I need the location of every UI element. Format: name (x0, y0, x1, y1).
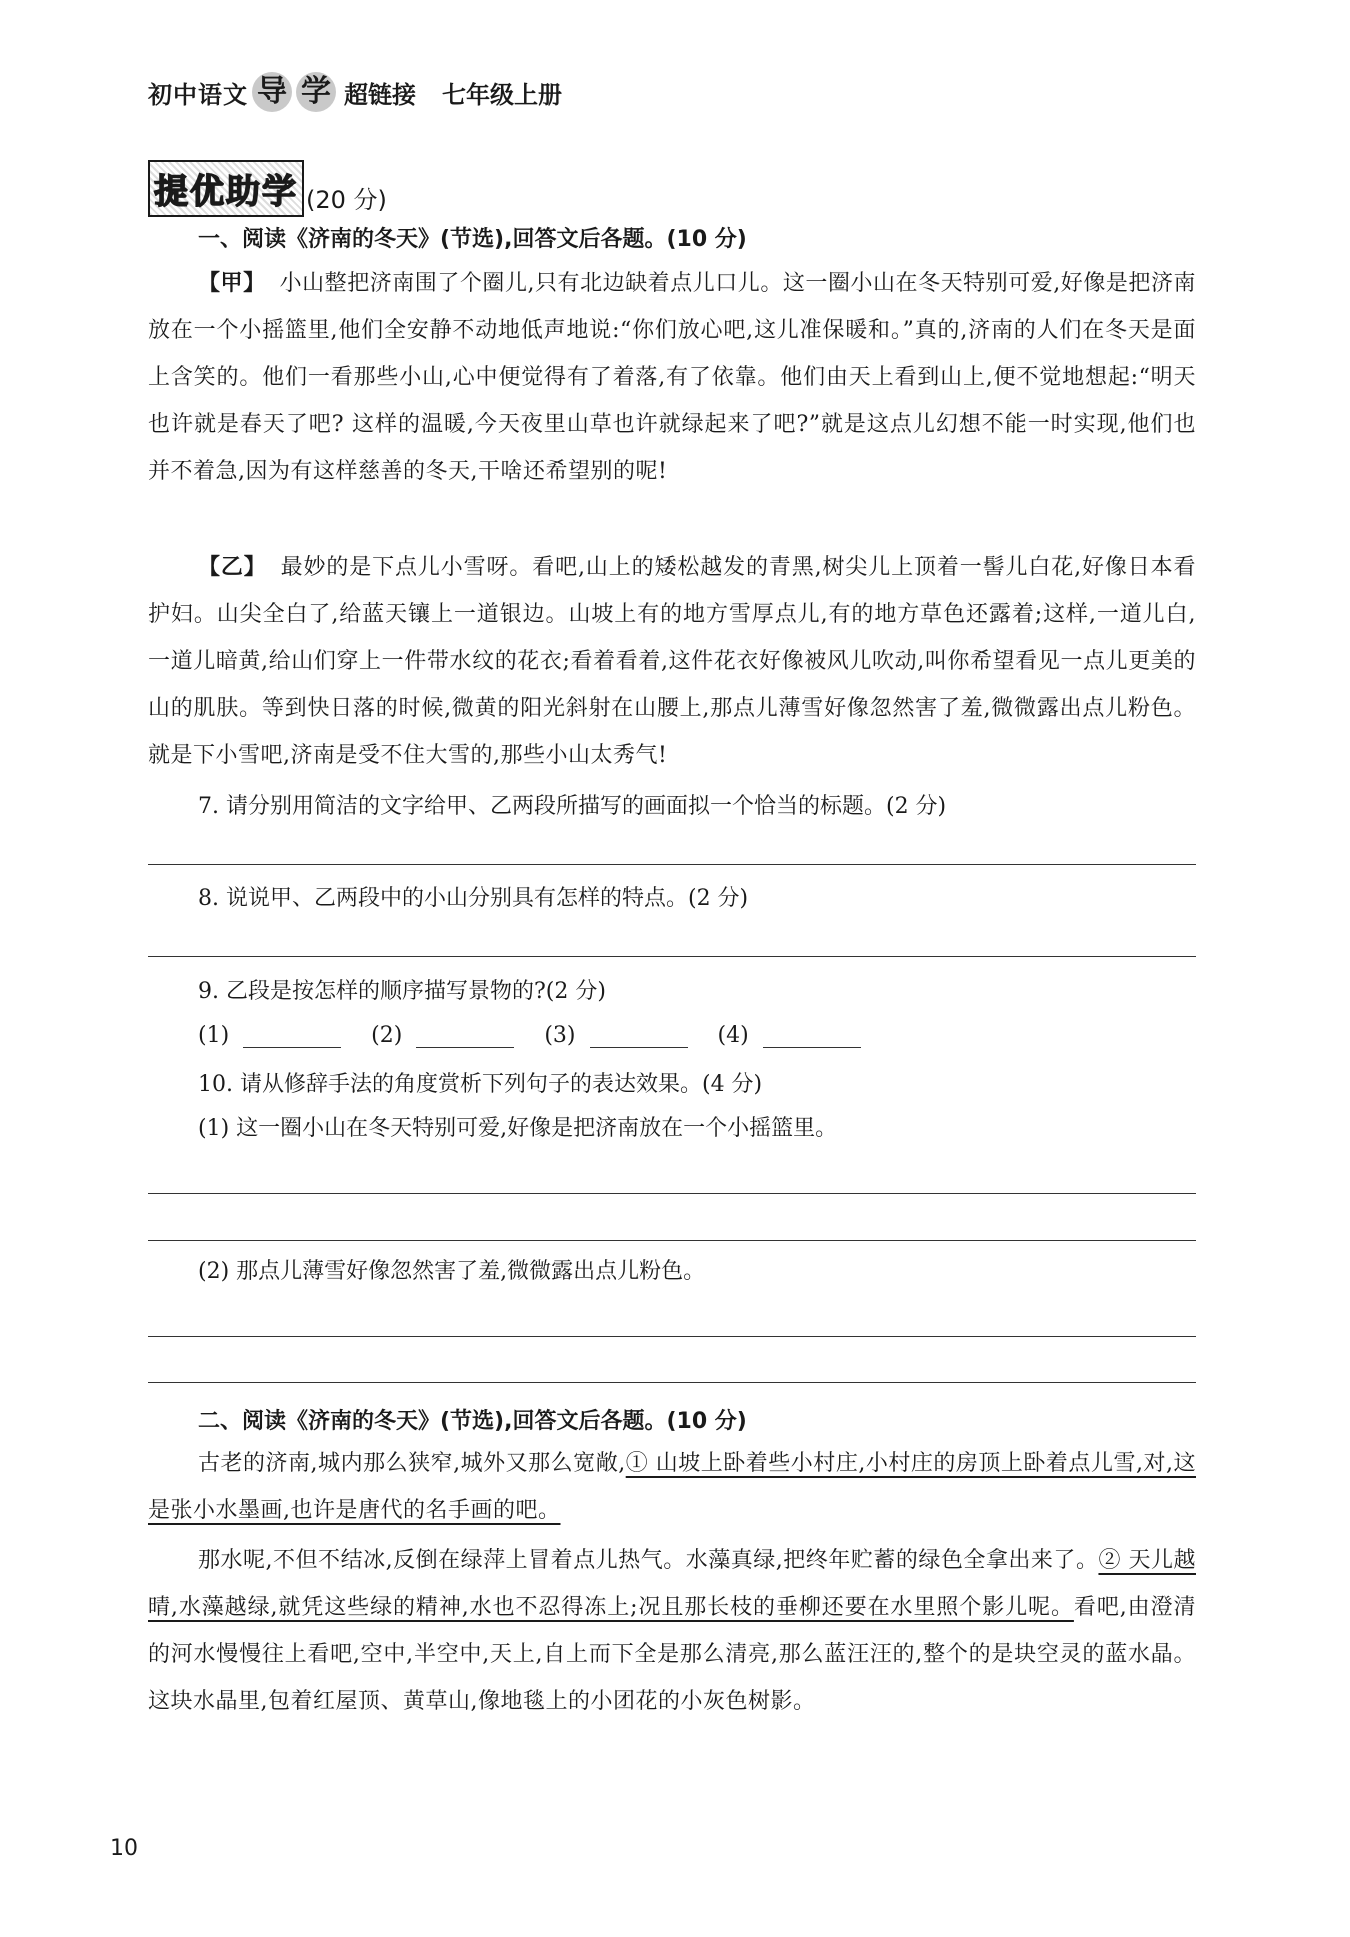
passage-yi (148, 544, 1196, 779)
grade-label: 七年级上册 (442, 80, 562, 109)
order-item-2 (371, 1023, 514, 1048)
part2-heading-block (148, 1404, 1196, 1435)
passage-yi-body: 最妙的是下点儿小雪呀。看吧,山上的矮松越发的青黑,树尖儿上顶着一髻儿白花,好像日本看护妇。山尖全白了,给蓝天镶上一道银边。山坡上有的地方雪厚点儿,有的地方草色还露着;这样,一道儿白,一道儿暗黄,给山们穿上一件带水纹的花衣;看着看着,这件花衣好像被风儿吹动,叫你希望看见一点儿更美的山的肌肤。等到快日落的时候,微黄的阳光斜射在山腰上,那点儿薄雪好像忽然害了羞,微微露出点儿粉色。就是下小雪吧,济南是受不住大雪的,那些小山太秀气! (148, 555, 1196, 768)
passage-2-para-2-post: 看吧,由澄清的河水慢慢往上看吧,空中,半空中,天上,自上而下全是那么清亮,那么蓝汪汪的,整个的是块空灵的蓝水晶。这块水晶里,包着红屋顶、黄草山,像地毯上的小团花的小灰色树影。 (148, 1595, 1196, 1714)
order-blank-4[interactable] (763, 1025, 861, 1048)
part1-heading: 一、阅读《济南的冬天》(节选),回答文后各题。(10 分) (198, 227, 747, 252)
passage-2-para-2-pre: 那水呢,不但不结冰,反倒在绿萍上冒着点儿热气。水藻真绿,把终年贮蓄的绿色全拿出来了。 (198, 1548, 1099, 1573)
page-number: 10 (110, 1836, 138, 1861)
order-blank-2[interactable] (416, 1025, 514, 1048)
passage-2-para-1-text (148, 1440, 1196, 1534)
passage-2-para-2-text (148, 1537, 1196, 1725)
book-header (148, 72, 562, 112)
series-name-prefix: 初中语文 (148, 80, 248, 109)
passage-yi-text (148, 544, 1196, 779)
passage-2-para-1-pre: 古老的济南,城内那么狭窄,城外又那么宽敞, (198, 1451, 626, 1476)
answer-line-q10-1a[interactable] (148, 1193, 1196, 1194)
order-item-4-label: (4) (717, 1023, 749, 1048)
order-blank-3[interactable] (590, 1025, 688, 1048)
section-score: (20 分) (306, 186, 387, 214)
question-10-text: 10. 请从修辞手法的角度赏析下列句子的表达效果。(4 分) (198, 1072, 763, 1097)
order-item-3 (544, 1023, 687, 1048)
question-8 (148, 882, 1196, 916)
answer-line-q10-2a[interactable] (148, 1336, 1196, 1337)
part1-heading-block (148, 222, 1196, 253)
order-item-1 (198, 1023, 341, 1048)
passage-jia-tag: 【甲】 (198, 271, 266, 296)
question-10-1-text: (1) 这一圈小山在冬天特别可爱,好像是把济南放在一个小摇篮里。 (198, 1116, 838, 1141)
question-10-2 (148, 1255, 1196, 1289)
series-badge-xue: 学 (296, 72, 336, 112)
passage-2-para-2 (148, 1537, 1196, 1725)
answer-line-q10-2b[interactable] (148, 1382, 1196, 1383)
underlined-sentence-2: ② 天儿越晴,水藻越绿,就凭这些绿的精神,水也不忍得冻上;况且那长枝的垂柳还要在水里照个影儿呢。 (148, 1548, 1196, 1620)
section-heading (148, 160, 387, 217)
passage-2-para-1 (148, 1440, 1196, 1534)
answer-line-q10-1b[interactable] (148, 1240, 1196, 1241)
order-item-4 (718, 1023, 861, 1048)
answer-line-q7[interactable] (148, 864, 1196, 865)
answer-line-q8[interactable] (148, 956, 1196, 957)
passage-yi-tag: 【乙】 (198, 555, 267, 580)
series-name-suffix: 超链接 (344, 80, 416, 109)
order-item-1-label: (1) (198, 1023, 230, 1048)
part2-heading: 二、阅读《济南的冬天》(节选),回答文后各题。(10 分) (198, 1409, 747, 1434)
question-7 (148, 790, 1196, 824)
question-9 (148, 975, 1196, 1009)
order-blank-1[interactable] (243, 1025, 341, 1048)
passage-jia-body: 小山整把济南围了个圈儿,只有北边缺着点儿口儿。这一圈小山在冬天特别可爱,好像是把济南放在一个小摇篮里,他们全安静不动地低声地说:“你们放心吧,这儿准保暖和。”真的,济南的人们在冬天是面上含笑的。他们一看那些小山,心中便觉得有了着落,有了依靠。他们由天上看到山上,便不觉地想起:“明天也许就是春天了吧? 这样的温暖,今天夜里山草也许就绿起来了吧?”就是这点儿幻想不能一时实现,他们也并不着急,因为有这样慈善的冬天,干啥还希望别的呢! (148, 271, 1196, 484)
passage-jia (148, 260, 1196, 495)
series-badge-dao: 导 (252, 72, 292, 112)
order-item-2-label: (2) (371, 1023, 403, 1048)
underlined-sentence-1: ① 山坡上卧着些小村庄,小村庄的房顶上卧着点儿雪,对,这是张小水墨画,也许是唐代的名手画的吧。 (148, 1451, 1196, 1523)
passage-jia-text (148, 260, 1196, 495)
question-10 (148, 1068, 1196, 1102)
question-8-text: 8. 说说甲、乙两段中的小山分别具有怎样的特点。(2 分) (198, 886, 749, 911)
order-item-3-label: (3) (544, 1023, 576, 1048)
question-7-text: 7. 请分别用简洁的文字给甲、乙两段所描写的画面拟一个恰当的标题。(2 分) (198, 794, 947, 819)
section-title: 提优助学 (148, 160, 304, 217)
question-10-1 (148, 1112, 1196, 1146)
question-9-text: 9. 乙段是按怎样的顺序描写景物的?(2 分) (198, 979, 606, 1004)
question-9-order-blanks (198, 1023, 891, 1048)
question-10-2-text: (2) 那点儿薄雪好像忽然害了羞,微微露出点儿粉色。 (198, 1259, 706, 1284)
